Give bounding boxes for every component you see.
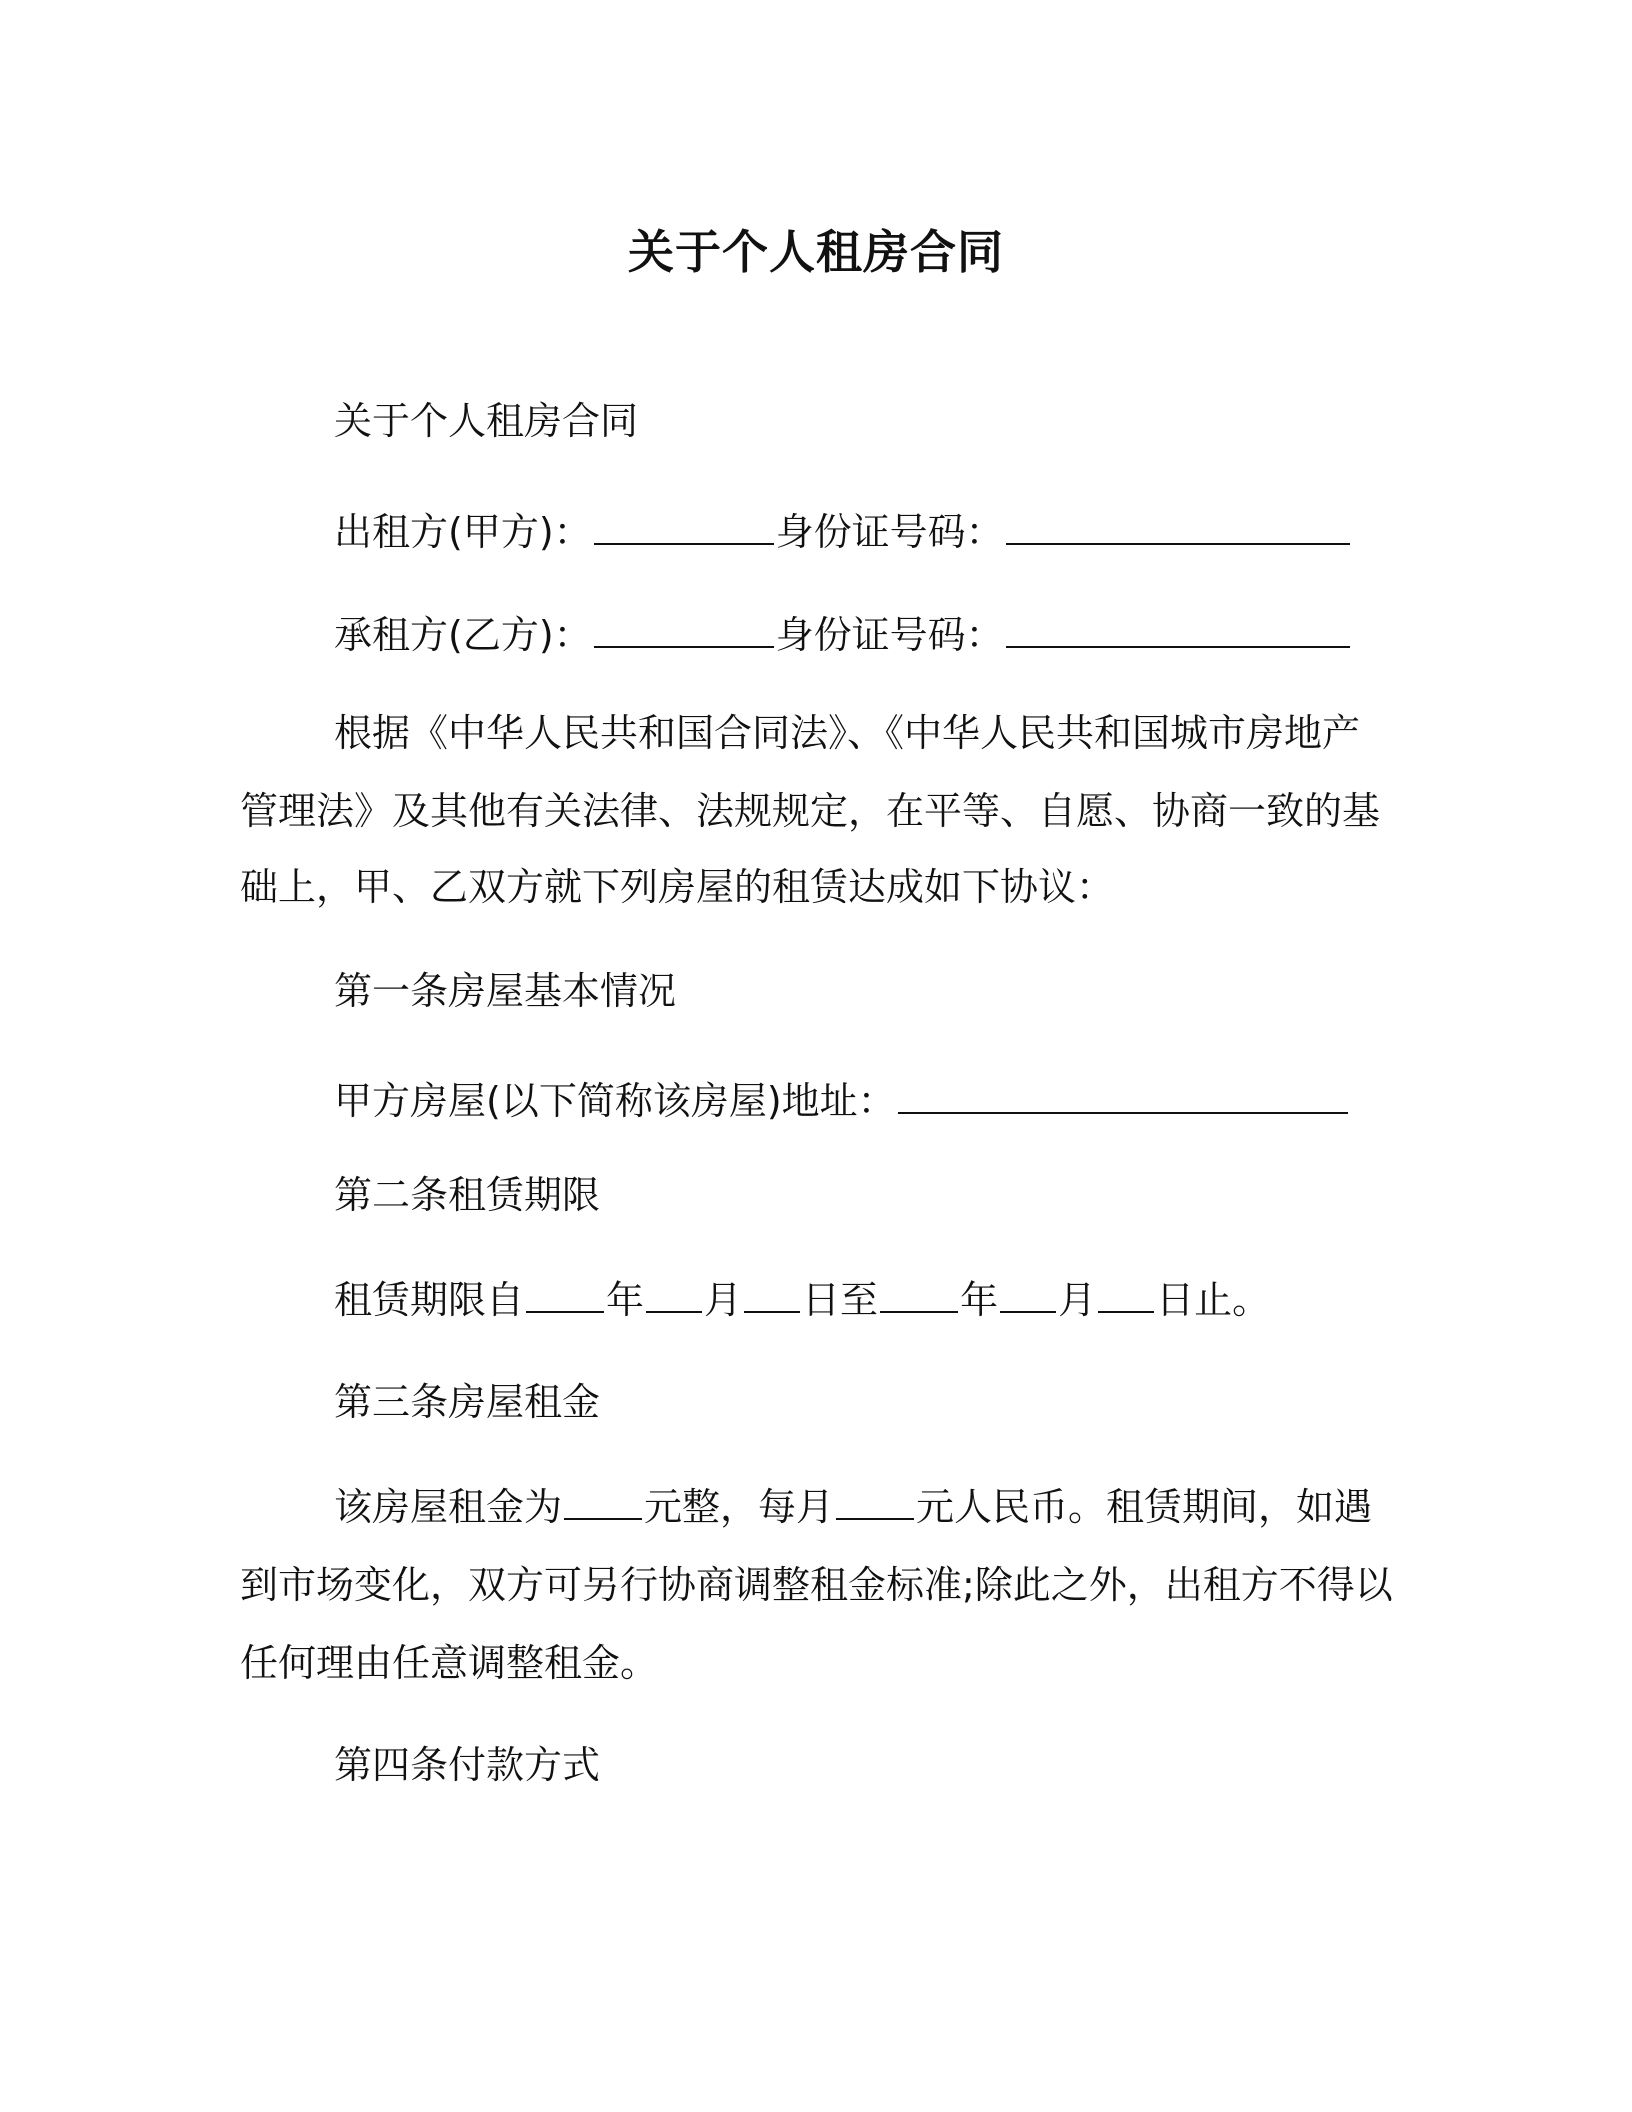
lessor-line xyxy=(334,507,1352,557)
rent-line-3: 任何理由任意调整租金。 xyxy=(240,1641,659,1685)
start-day-blank[interactable] xyxy=(744,1275,800,1313)
lessee-line xyxy=(334,610,1352,660)
rent-mid: 元整，每月 xyxy=(644,1485,835,1529)
day-end-label: 日止。 xyxy=(1156,1278,1271,1322)
lessee-id-label: 身份证号码： xyxy=(775,613,1004,657)
year-label: 年 xyxy=(606,1278,645,1322)
preamble-line-3: 础上，甲、乙双方就下列房屋的租赁达成如下协议： xyxy=(240,865,1115,909)
term-prefix: 租赁期限自 xyxy=(334,1278,525,1322)
lessor-id-label: 身份证号码： xyxy=(775,510,1004,554)
end-day-blank[interactable] xyxy=(1098,1275,1154,1313)
address-label: 甲方房屋(以下简称该房屋)地址： xyxy=(334,1079,896,1123)
end-year-blank[interactable] xyxy=(880,1275,958,1313)
rent-line-2: 到市场变化，双方可另行协商调整租金标准;除此之外，出租方不得以 xyxy=(240,1563,1393,1607)
rent-prefix: 该房屋租金为 xyxy=(334,1485,563,1529)
year2-label: 年 xyxy=(960,1278,999,1322)
document-subtitle: 关于个人租房合同 xyxy=(334,399,639,443)
rent-line-1 xyxy=(334,1482,1372,1532)
lessee-id-blank[interactable] xyxy=(1006,610,1350,648)
preamble-line-1: 根据《中华人民共和国合同法》、《中华人民共和国城市房地产 xyxy=(334,711,1361,755)
lessee-label: 承租方(乙方)： xyxy=(334,613,592,657)
rent-suffix: 元人民币。租赁期间，如遇 xyxy=(916,1485,1373,1529)
end-month-blank[interactable] xyxy=(1000,1275,1056,1313)
article-1-heading: 第一条房屋基本情况 xyxy=(334,969,677,1013)
address-line xyxy=(334,1076,1350,1126)
rent-monthly-blank[interactable] xyxy=(836,1482,914,1520)
preamble-line-2: 管理法》及其他有关法律、法规规定，在平等、自愿、协商一致的基 xyxy=(240,789,1381,833)
rent-total-blank[interactable] xyxy=(564,1482,642,1520)
address-blank[interactable] xyxy=(898,1076,1348,1114)
article-2-heading: 第二条租赁期限 xyxy=(334,1173,601,1217)
month2-label: 月 xyxy=(1058,1278,1097,1322)
start-month-blank[interactable] xyxy=(646,1275,702,1313)
lessor-label: 出租方(甲方)： xyxy=(334,510,592,554)
lease-term-line xyxy=(334,1275,1270,1325)
month-label: 月 xyxy=(704,1278,743,1322)
lessee-name-blank[interactable] xyxy=(594,610,774,648)
day-to-label: 日至 xyxy=(802,1278,879,1322)
lessor-name-blank[interactable] xyxy=(594,507,774,545)
lessor-id-blank[interactable] xyxy=(1006,507,1350,545)
article-4-heading: 第四条付款方式 xyxy=(334,1743,601,1787)
article-3-heading: 第三条房屋租金 xyxy=(334,1380,601,1424)
document-title: 关于个人租房合同 xyxy=(628,225,1004,279)
start-year-blank[interactable] xyxy=(526,1275,604,1313)
